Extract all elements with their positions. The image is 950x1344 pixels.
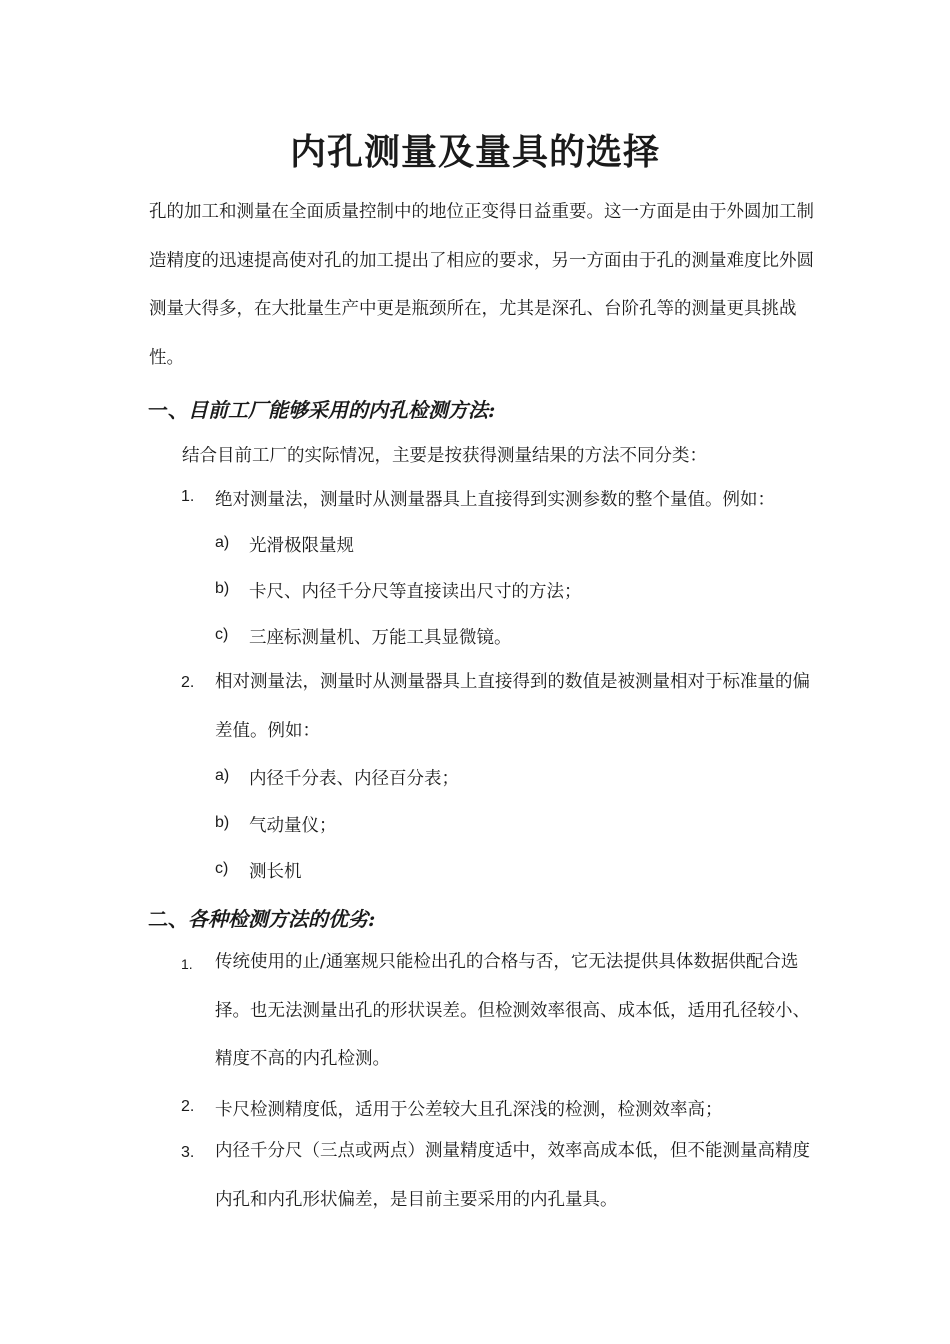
list-marker: 1. xyxy=(181,956,193,972)
sub-item-text: 卡尺、内径千分尺等直接读出尺寸的方法； xyxy=(249,582,582,602)
sub-marker: c) xyxy=(215,626,229,643)
list-marker: 3. xyxy=(181,1144,195,1161)
sub-item-text: 气动量仪； xyxy=(249,816,337,836)
list-item-text: 相对测量法，测量时从测量器具上直接得到的数值是被测量相对于标准量的偏差值。例如： xyxy=(215,672,810,741)
section2-title: 各种检测方法的优劣: xyxy=(188,907,376,931)
section1-title: 目前工厂能够采用的内孔检测方法: xyxy=(188,398,496,422)
page-title: 内孔测量及量具的选择 xyxy=(289,132,660,173)
sub-item-text: 测长机 xyxy=(249,862,302,882)
sub-marker: a) xyxy=(215,534,230,551)
sub-item-text: 内径千分表、内径百分表； xyxy=(249,769,459,789)
list-marker: 2. xyxy=(181,1098,195,1115)
sub-marker: c) xyxy=(215,860,229,877)
sub-item-text: 三座标测量机、万能工具显微镜。 xyxy=(249,628,512,648)
sub-marker: a) xyxy=(215,767,230,784)
intro-text: 孔的加工和测量在全面质量控制中的地位正变得日益重要。这一方面是由于外圆加工制造精度的迅速提高使对孔的加工提出了相应的要求，另一方面由于孔的测量难度比外圆测量大得多，在大批量生产中更是瓶颈所在，尤其是深孔、台阶孔等的测量更具挑战性。 xyxy=(149,202,814,368)
sub-item-text: 光滑极限量规 xyxy=(249,536,354,556)
list-marker: 2. xyxy=(181,674,195,691)
sub-marker: b) xyxy=(215,814,230,831)
section1-lead: 结合目前工厂的实际情况，主要是按获得测量结果的方法不同分类： xyxy=(182,446,707,466)
section2-number: 二、 xyxy=(148,907,188,931)
list-marker: 1. xyxy=(181,488,195,505)
sub-marker: b) xyxy=(215,580,230,597)
list-item-text: 卡尺检测精度低，适用于公差较大且孔深浅的检测，检测效率高； xyxy=(215,1100,723,1120)
section2-heading xyxy=(148,903,375,932)
list-item-text: 传统使用的止/通塞规只能检出孔的合格与否，它无法提供具体数据供配合选择。也无法测量出孔的形状误差。但检测效率很高、成本低，适用孔径较小、精度不高的内孔检测。 xyxy=(215,952,810,1069)
section1-heading xyxy=(148,394,495,423)
list-item-text: 绝对测量法，测量时从测量器具上直接得到实测参数的整个量值。例如： xyxy=(215,490,775,510)
intro-paragraph xyxy=(115,188,815,382)
list-item-text: 内径千分尺（三点或两点）测量精度适中，效率高成本低，但不能测量高精度内孔和内孔形状偏差，是目前主要采用的内孔量具。 xyxy=(215,1141,810,1210)
section1-number: 一、 xyxy=(148,398,188,422)
